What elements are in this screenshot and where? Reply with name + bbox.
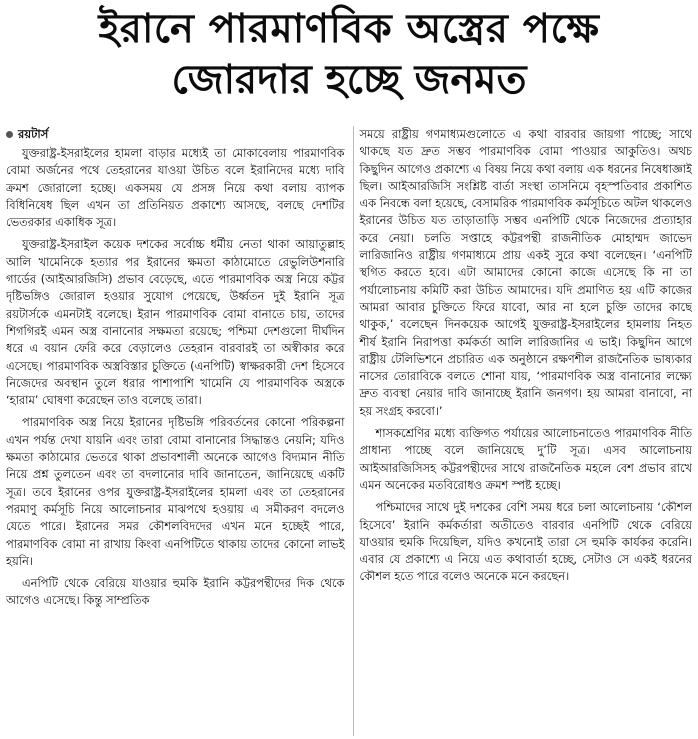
paragraph: শাসকশ্রেণির মধ্যে ব্যক্তিগত পর্যায়ের আলোচনাতেও পারমাণবিক নীতি প্রাধান্য পাচ্ছে বলে জানিয়েছে দু’টি সূত্র। এসব আলোচনায় আইআরজিসিসহ কট্টরপন্থীদের সাথে রাজনৈতিক মহলে বেশ প্রভাব রাখে এমন অনেকের মতবিরোধও ক্রমশ স্পষ্ট হচ্ছে। <box>359 426 692 492</box>
paragraph: যুক্তরাষ্ট্র-ইসরাইল কয়েক দশকের সর্বোচ্চ ধর্মীয় নেতা থাকা আয়াতুল্লাহ আলি খামেনিকে হত্যার পর ইরানের ক্ষমতা কাঠামোতে রেভুলিউশনারি গার্ডের (আইআরজিসি) প্রভাব বেড়েছে, এতে পারমাণবিক অস্ত্র নিয়ে কট্টর দৃষ্টিভঙ্গিও জোরাল হওয়ার সুযোগ পেয়েছে, উর্ধ্বতন দুই ইরানি সূত্র রয়টার্সকে এমনটাই বলেছে। ইরান পারমাণবিক বোমা বানাতে চায়, তাদের শিগগিরই এমন অস্ত্র বানানোর সক্ষমতা রয়েছে; পশ্চিমা দেশগুলো দীর্ঘদিন ধরে এ বয়ান ফেরি করে বেড়ালেও তেহরান বারবারই তা অস্বীকার করে এসেছে। পারমাণবিক অস্ত্রবিস্তার চুক্তিতে (এনপিটি) স্বাক্ষরকারী দেশ হিসেবে নিজেদের অবস্থান তুলে ধরার পাশাপাশি খামেনি যে পারমাণবিক অস্ত্রকে ‘হারাম’ ঘোষণা করেছেন তাও বলেছে তারা। <box>6 237 345 408</box>
article-column-1 <box>6 126 345 736</box>
article-column-2 <box>353 126 693 736</box>
headline-line-1: ইরানে পারমাণবিক অস্ত্রের পক্ষে <box>98 6 600 52</box>
paragraph: পশ্চিমাদের সাথে দুই দশকের বেশি সময় ধরে চলা আলোচনায় ‘কৌশল হিসেবে’ ইরানি কর্মকর্তারা অতীতেও বারবার এনপিটি থেকে বেরিয়ে যাওয়ার হুমকি দিয়েছিল, যদিও কখনোই তারা সে হুমকি কার্যকর করেনি। এবার যে প্রকাশ্যে এ নিয়ে এত কথাবার্তা হচ্ছে, সেটাও সে একই ধরনের কৌশল হতে পারে বলেও অনেকে মনে করছেন। <box>359 500 692 584</box>
byline <box>6 126 345 143</box>
byline-bullet-icon <box>6 131 13 138</box>
article-body <box>6 126 692 736</box>
paragraph: সময়ে রাষ্ট্রীয় গণমাধ্যমগুলোতে এ কথা বারবার জায়গা পাচ্ছে; সাথে থাকছে যত দ্রুত সম্ভব পারমাণবিক বোমা পাওয়ার আকুতিও। অথচ কিছুদিন আগেও প্রকাশ্যে এ বিষয় নিয়ে কথা বলায় এক ধরনের নিষেধাজ্ঞাই ছিল। আইআরজিসি সংশ্লিষ্ট বার্তা সংস্থা তাসনিমে বৃহস্পতিবার প্রকাশিত এক নিবন্ধে বলা হয়েছে, বেসামরিক পারমাণবিক কর্মসূচিতে অটল থাকলেও ইরানের উচিত যত তাড়াতাড়ি সম্ভব এনপিটি থেকে নিজেদের প্রত্যাহার করে নেয়া। চলতি সপ্তাহে কট্টরপন্থী রাজনীতিক মোহাম্মদ জাভেদ লারিজানিও রাষ্ট্রীয় গণমাধ্যমে প্রায় একই সুরে কথা বলেছেন। ‘এনপিটি স্থগিত করতে হবে। এটা আমাদের কোনো কাজে এসেছে কি না তা পর্যালোচনায় কমিটি করা উচিত আমাদের। যদি প্রমাণিত হয় এটি কাজের আমরা আবার চুক্তিতে ফিরে যাবো, আর না হলে চুক্তি তাদের কাছে থাকুক,’ বলেছেন দিনকয়েক আগেই যুক্তরাষ্ট্র-ইসরাইলের হামলায় নিহত শীর্ষ ইরানি নিরাপত্তা কর্মকর্তা আলি লারিজানির এ ভাই। কিছুদিন আগে রাষ্ট্রীয় টেলিভিশনে প্রচারিত এক অনুষ্ঠানে রক্ষণশীল রাজনৈতিক ভাষ্যকার নাসের তোরাবিকে বলতে শোনা যায়, ‘পারমাণবিক অস্ত্র বানানোর লক্ষ্যে দ্রুত ব্যবস্থা নেয়ার দাবি জানাচ্ছে ইরানি জনগণ। হয় আমরা বানাবো, না হয় সংগ্রহ করবো।’ <box>359 127 692 418</box>
paragraph: যুক্তরাষ্ট্র-ইসরাইলের হামলা বাড়ার মধ্যেই তা মোকাবেলায় পারমাণবিক বোমা অর্জনের পথে তেহরানের যাওয়া উচিত বলে ইরানিদের মধ্যে দাবি ক্রমশ জোরালো হচ্ছে। একসময় যে প্রসঙ্গ নিয়ে কথা বলায় ব্যাপক বিধিনিষেধ ছিল এখন তা প্রতিনিয়ত প্রকাশ্যে আসছে, বলছে দেশটির ভেতরকার একাধিক সূত্র। <box>6 146 345 230</box>
paragraph: পারমাণবিক অস্ত্র নিয়ে ইরানের দৃষ্টিভঙ্গি পরিবর্তনের কোনো পরিকল্পনা এখন পর্যন্ত দেখা যায়নি এবং তারা বোমা বানানোর সিদ্ধান্তও নেয়নি; যদিও ক্ষমতা কাঠামোর ভেতরে থাকা প্রভাবশালী অনেকে আগেও বিদ্যমান নীতি নিয়ে প্রশ্ন তুলতেন এবং তা বদলানোর দাবি জানাতেন, জানিয়েছে একটি সূত্র। তবে ইরানের ওপর যুক্তরাষ্ট্র-ইসরাইলের হামলা এবং তা তেহরানের পরমাণু কর্মসূচি নিয়ে আলোচনার মাঝপথে হওয়ায় এ সমীকরণ বদলেও যেতে পারে। ইরানের সমর কৌশলবিদদের এখন মনে হচ্ছেই পারে, পারমাণবিক বোমা না রাখায় কিংবা এনপিটিতে থাকায় তাদের কোনো লাভই হয়নি। <box>6 415 345 568</box>
headline <box>0 0 698 104</box>
headline-line-2: জোরদার হচ্ছে জনমত <box>171 57 527 104</box>
byline-source: রয়টার্স <box>18 127 49 141</box>
paragraph: এনপিটি থেকে বেরিয়ে যাওয়ার হুমকি ইরানি কট্টরপন্থীদের দিক থেকে আগেও এসেছে। কিন্তু সাম্প্রতিক <box>6 576 345 608</box>
